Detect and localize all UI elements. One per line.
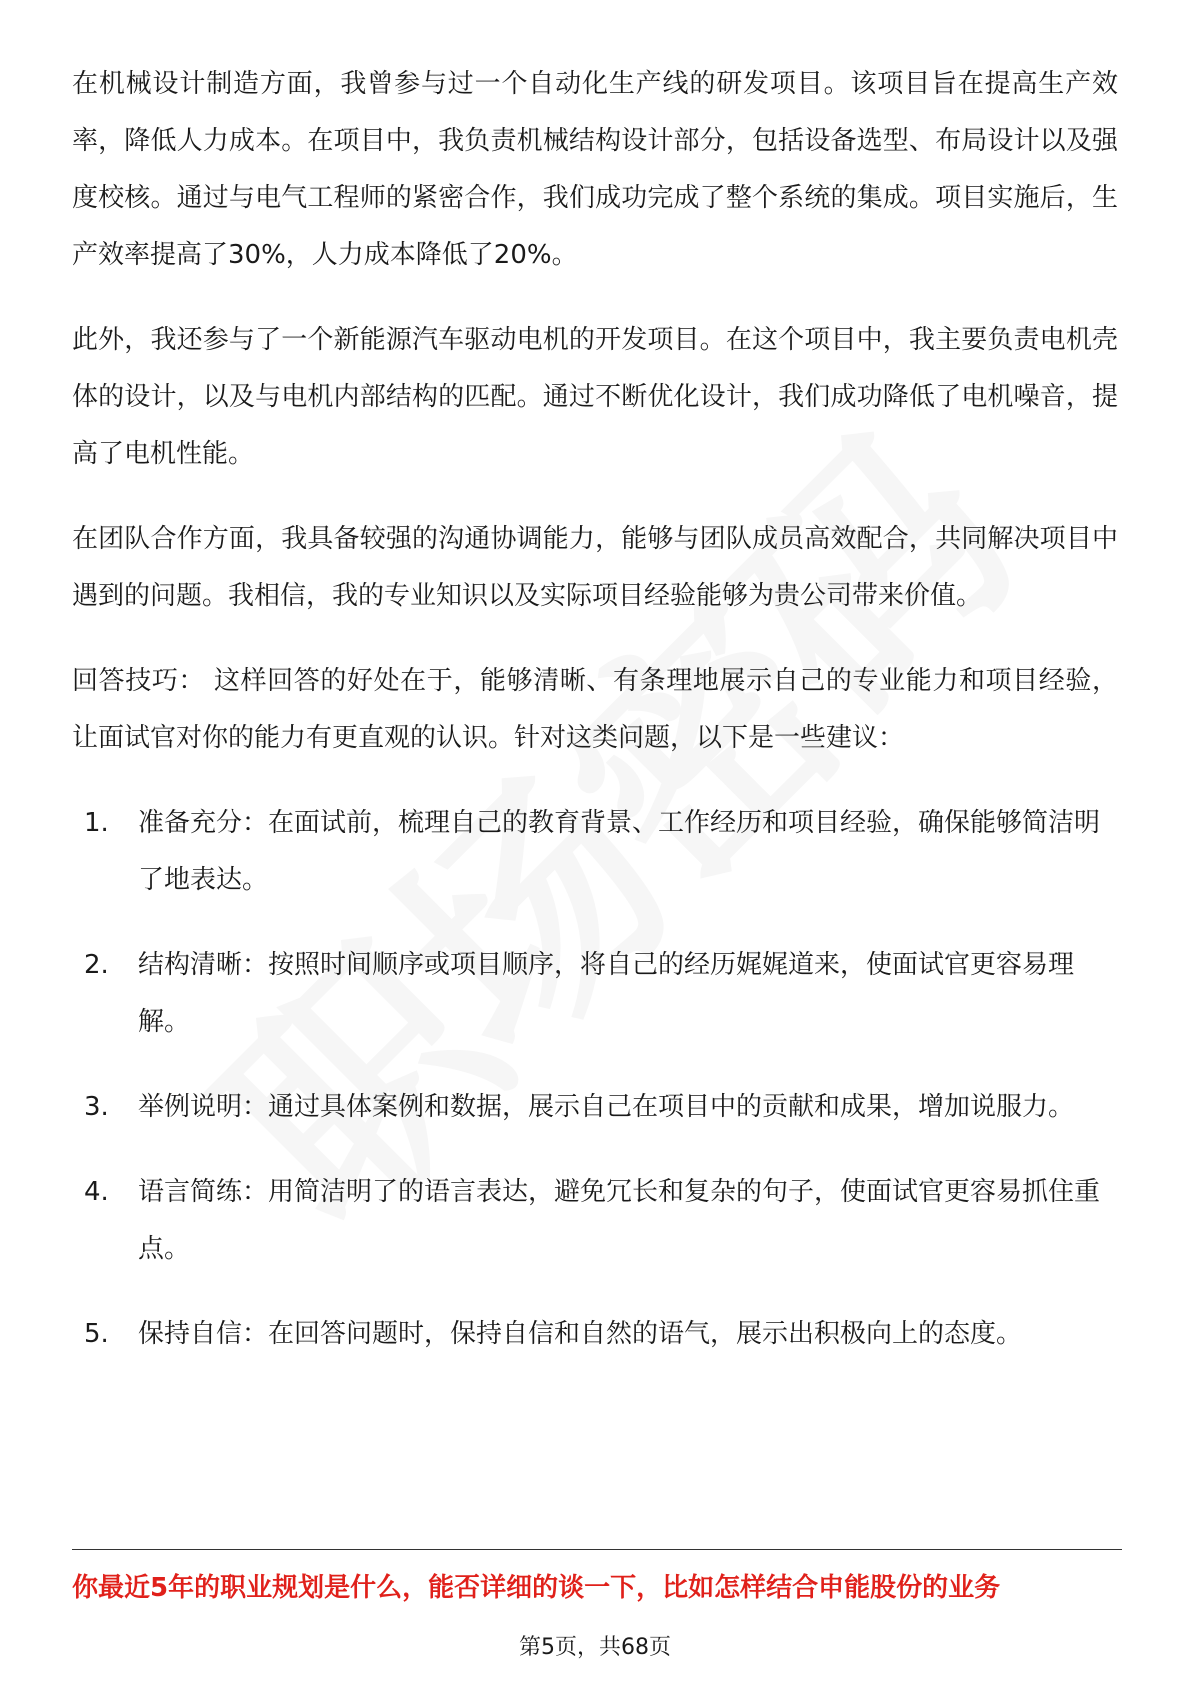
list-item-number: 5. [84,1319,109,1349]
list-item [72,937,1118,1051]
list-item-text: 准备充分：在面试前，梳理自己的教育背景、工作经历和项目经验，确保能够简洁明了地表达。 [138,808,1101,895]
list-item [72,1306,1118,1363]
list-item-number: 3. [84,1092,109,1122]
paragraph-project-automation: 在机械设计制造方面，我曾参与过一个自动化生产线的研发项目。该项目旨在提高生产效率，降低人力成本。在项目中，我负责机械结构设计部分，包括设备选型、布局设计以及强度校核。通过与电气工程师的紧密合作，我们成功完成了整个系统的集成。项目实施后，生产效率提高了30%，人力成本降低了20%。 [72,69,1118,270]
next-question-heading: 你最近5年的职业规划是什么，能否详细的谈一下，比如怎样结合申能股份的业务 [72,1573,1001,1603]
document-body [72,56,1118,1391]
list-item-text: 语言简练：用简洁明了的语言表达，避免冗长和复杂的句子，使面试官更容易抓住重点。 [138,1177,1101,1264]
paragraph-teamwork: 在团队合作方面，我具备较强的沟通协调能力，能够与团队成员高效配合，共同解决项目中遇到的问题。我相信，我的专业知识以及实际项目经验能够为贵公司带来价值。 [72,524,1118,611]
list-item-text: 举例说明：通过具体案例和数据，展示自己在项目中的贡献和成果，增加说服力。 [138,1092,1075,1122]
page-number-footer: 第5页，共68页 [519,1635,671,1660]
paragraph-answer-tips: 回答技巧： 这样回答的好处在于，能够清晰、有条理地展示自己的专业能力和项目经验，让面试官对你的能力有更直观的认识。针对这类问题，以下是一些建议： [72,666,1118,753]
tips-list [72,795,1118,1363]
list-item [72,1079,1118,1136]
list-item-number: 4. [84,1177,109,1207]
section-divider [72,1549,1122,1550]
list-item [72,1164,1118,1278]
list-item-number: 1. [84,808,109,838]
list-item [72,795,1118,909]
list-item-number: 2. [84,950,109,980]
paragraph-project-motor: 此外，我还参与了一个新能源汽车驱动电机的开发项目。在这个项目中，我主要负责电机壳体的设计，以及与电机内部结构的匹配。通过不断优化设计，我们成功降低了电机噪音，提高了电机性能。 [72,325,1118,469]
list-item-text: 结构清晰：按照时间顺序或项目顺序，将自己的经历娓娓道来，使面试官更容易理解。 [138,950,1075,1037]
list-item-text: 保持自信：在回答问题时，保持自信和自然的语气，展示出积极向上的态度。 [138,1319,1023,1349]
